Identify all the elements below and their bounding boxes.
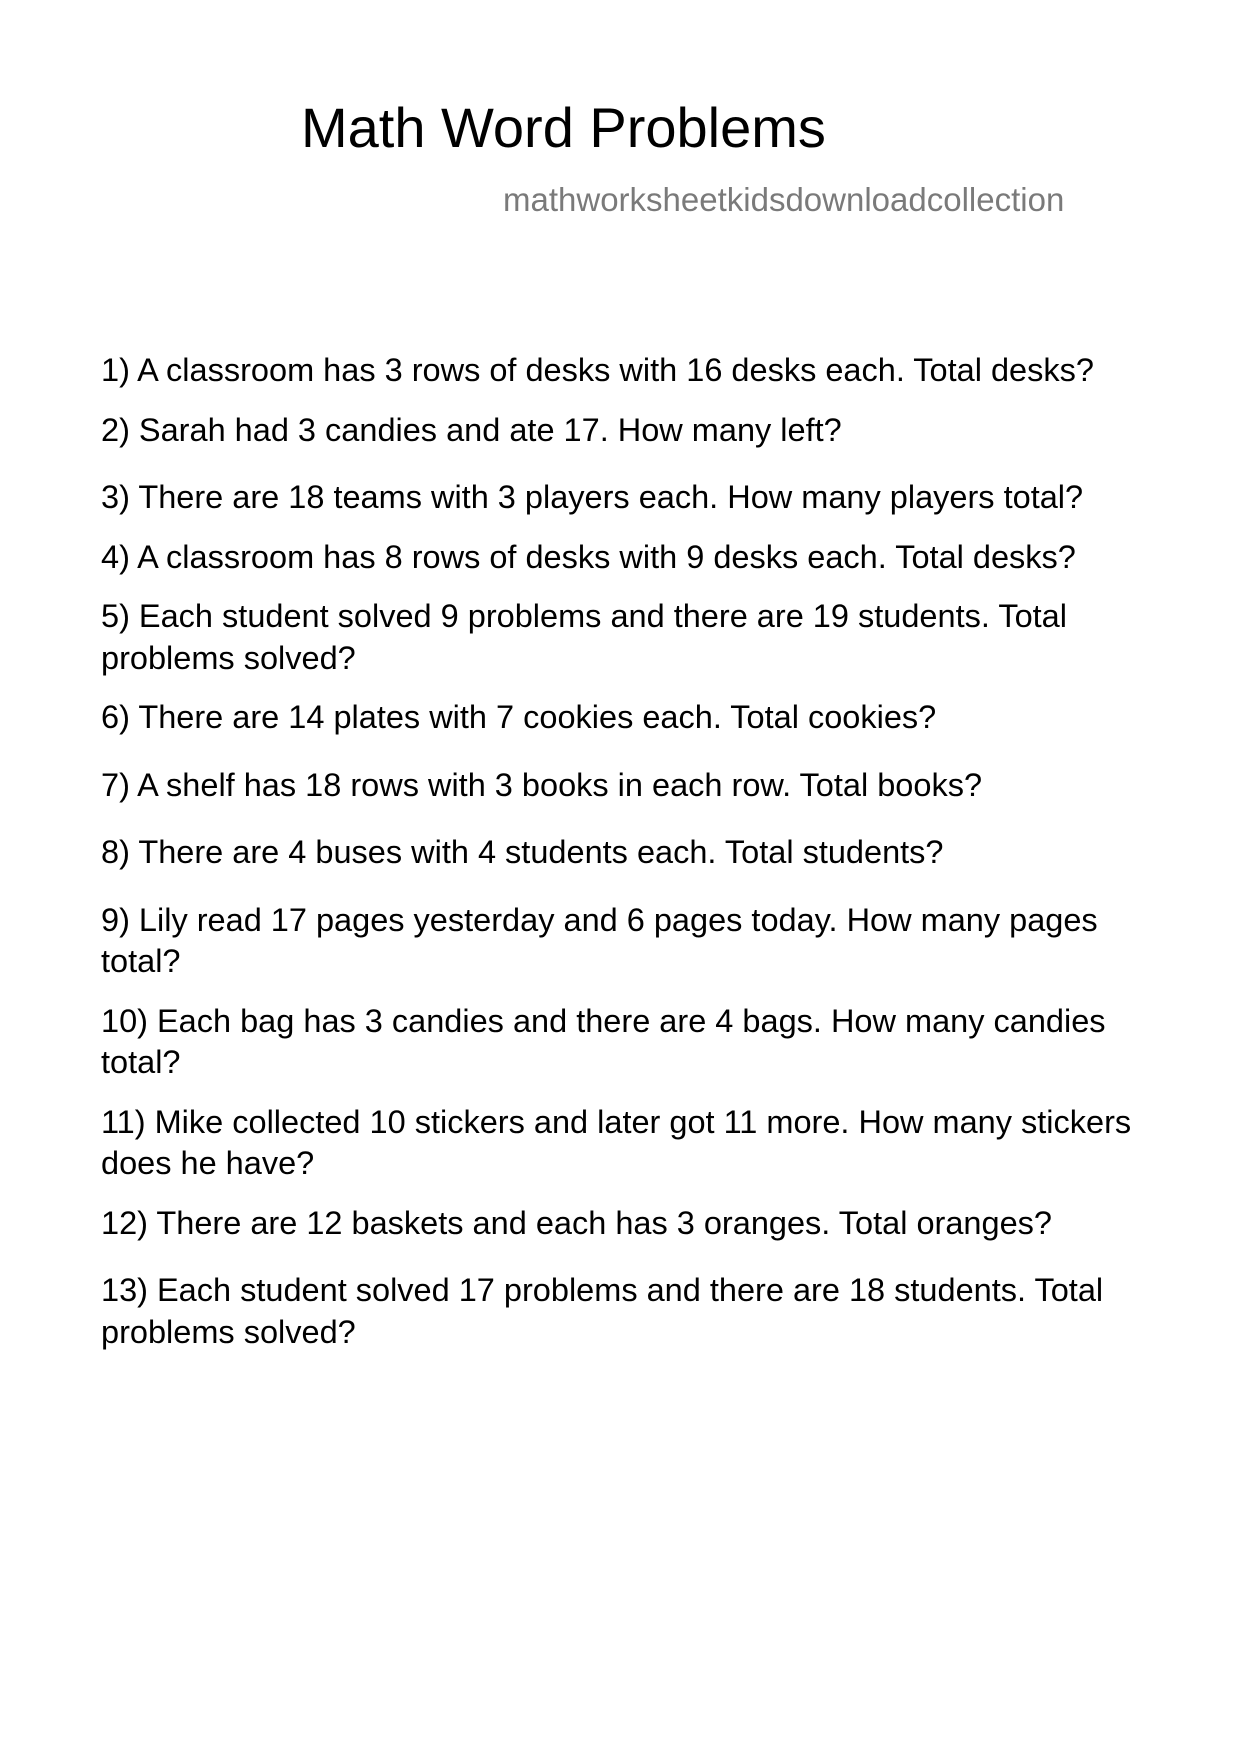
problem-item: 11) Mike collected 10 stickers and later got 11 more. How many stickers does he have? [101, 1103, 1132, 1181]
problem-item: 4) A classroom has 8 rows of desks with 9 desks each. Total desks? [101, 538, 1076, 575]
problem-item: 9) Lily read 17 pages yesterday and 6 pages today. How many pages total? [101, 901, 1098, 979]
problem-item: 7) A shelf has 18 rows with 3 books in each row. Total books? [101, 766, 983, 803]
problem-item: 3) There are 18 teams with 3 players each. How many players total? [101, 479, 1084, 515]
problem-item: 2) Sarah had 3 candies and ate 17. How many left? [101, 411, 842, 448]
page-title: Math Word Problems [301, 96, 826, 159]
problem-item: 8) There are 4 buses with 4 students each. Total students? [101, 834, 944, 870]
problem-list [101, 350, 1161, 1371]
problem-item: 6) There are 14 plates with 7 cookies each. Total cookies? [101, 699, 937, 735]
problem-item: 13) Each student solved 17 problems and there are 18 students. Total problems solved? [101, 1272, 1104, 1350]
problem-item: 12) There are 12 baskets and each has 3 oranges. Total oranges? [101, 1204, 1052, 1241]
problem-item: 1) A classroom has 3 rows of desks with 16 desks each. Total desks? [101, 352, 1094, 388]
problem-item: 10) Each bag has 3 candies and there are 4 bags. How many candies total? [101, 1002, 1106, 1080]
source-subtitle: mathworksheetkidsdownloadcollection [503, 181, 1065, 218]
problem-item: 5) Each student solved 9 problems and there are 19 students. Total problems solved? [101, 598, 1067, 676]
